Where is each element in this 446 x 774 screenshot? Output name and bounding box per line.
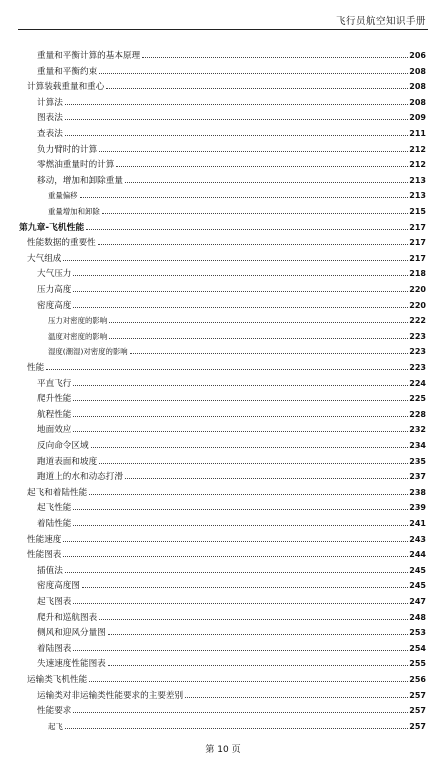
- toc-entry[interactable]: [37, 565, 426, 577]
- toc-page-number: 243: [409, 534, 426, 544]
- toc-leader-dots: [82, 586, 408, 588]
- toc-leader-dots: [125, 477, 408, 479]
- toc-leader-dots: [73, 649, 408, 651]
- toc-entry-title: 爬升性能: [37, 394, 72, 405]
- toc-leader-dots: [106, 87, 408, 89]
- toc-entry[interactable]: [37, 658, 426, 670]
- toc-leader-dots: [73, 290, 408, 292]
- toc-leader-dots: [91, 446, 409, 448]
- toc-entry[interactable]: [37, 471, 426, 483]
- toc-entry-title: 压力对密度的影响: [48, 316, 108, 326]
- toc-entry-title: 插值法: [37, 565, 63, 576]
- toc-entry[interactable]: [48, 346, 426, 357]
- header-rule: [18, 29, 428, 30]
- toc-page-number: 247: [409, 597, 426, 606]
- toc-page-number: 218: [409, 269, 426, 279]
- toc-entry-title: 密度高度: [37, 300, 72, 311]
- toc-leader-dots: [73, 399, 408, 401]
- toc-entry-title: 查表法: [37, 129, 63, 139]
- toc-leader-dots: [99, 618, 408, 620]
- toc-entry[interactable]: [37, 112, 426, 124]
- toc-entry[interactable]: [37, 424, 426, 436]
- toc-page-number: 223: [409, 331, 426, 341]
- toc-entry-title: 温度对密度的影响: [48, 331, 108, 341]
- toc-entry-title: 性能: [27, 363, 45, 373]
- toc-entry[interactable]: [37, 378, 426, 390]
- toc-entry[interactable]: [37, 518, 426, 530]
- toc-leader-dots: [89, 493, 408, 495]
- toc-page-number: 239: [409, 503, 426, 513]
- toc-page-number: 245: [409, 581, 426, 591]
- toc-entry[interactable]: [48, 721, 426, 732]
- toc-entry-title: 平直飞行: [37, 378, 72, 389]
- toc-leader-dots: [73, 306, 408, 308]
- toc-entry-title: 第九章-飞机性能: [19, 222, 85, 233]
- toc-entry-title: 移动，增加和卸除重量: [37, 175, 123, 186]
- toc-entry-title: 重量和平衡约束: [37, 66, 98, 77]
- toc-entry[interactable]: [27, 674, 426, 686]
- toc-page-number: 228: [409, 409, 426, 419]
- toc-entry[interactable]: [48, 331, 426, 342]
- toc-page-number: 222: [409, 316, 426, 326]
- toc-entry-title: 失速速度性能图表: [37, 659, 106, 670]
- toc-entry[interactable]: [37, 612, 426, 624]
- toc-entry[interactable]: [37, 440, 426, 452]
- toc-page-number: 220: [409, 300, 426, 310]
- toc-entry-title: 运输类对非运输类性能要求的主要差别: [37, 690, 184, 701]
- toc-entry[interactable]: [37, 393, 426, 405]
- toc-entry-title: 运输类飞机性能: [27, 675, 88, 685]
- toc-page-number: 223: [409, 347, 426, 357]
- toc-entry-title: 地面效应: [37, 425, 72, 436]
- toc-leader-dots: [73, 524, 408, 526]
- toc-leader-dots: [65, 727, 409, 729]
- toc-leader-dots: [73, 415, 408, 417]
- toc-entry[interactable]: [48, 190, 426, 201]
- toc-page-number: 224: [409, 378, 426, 388]
- toc-page-number: 211: [409, 129, 426, 138]
- toc-page-number: 256: [409, 675, 426, 684]
- toc-leader-dots: [99, 462, 408, 464]
- toc-entry-title: 起飞性能: [37, 503, 72, 514]
- toc-entry[interactable]: [37, 159, 426, 171]
- toc-entry[interactable]: [37, 596, 426, 608]
- toc-page-number: 253: [409, 628, 426, 638]
- toc-entry[interactable]: [27, 253, 426, 265]
- toc-leader-dots: [185, 696, 408, 698]
- toc-entry-title: 重量偏移: [48, 191, 78, 201]
- toc-leader-dots: [73, 430, 408, 432]
- toc-page-number: 206: [409, 51, 426, 60]
- toc-leader-dots: [63, 540, 408, 542]
- toc-page-number: 257: [409, 721, 426, 731]
- toc-page-number: 234: [409, 441, 426, 450]
- toc-leader-dots: [98, 243, 409, 245]
- toc-leader-dots: [102, 212, 409, 214]
- toc-leader-dots: [130, 352, 409, 354]
- toc-page-number: 225: [409, 394, 426, 404]
- toc-page-number: 220: [409, 285, 426, 294]
- toc-entry-title: 湿度(潮湿)对密度的影响: [48, 347, 128, 357]
- toc-leader-dots: [73, 274, 408, 276]
- toc-entry[interactable]: [37, 627, 426, 639]
- toc-leader-dots: [73, 711, 408, 713]
- toc-entry-title: 重量和平衡计算的基本原理: [37, 51, 141, 61]
- toc-page-number: 208: [409, 66, 426, 76]
- toc-entry[interactable]: [37, 456, 426, 468]
- toc-page-number: 254: [409, 643, 426, 653]
- toc-page-number: 213: [409, 175, 426, 185]
- toc-leader-dots: [109, 337, 408, 339]
- toc-leader-dots: [65, 571, 409, 573]
- toc-page-number: 212: [409, 160, 426, 170]
- toc-entry-title: 着陆图表: [37, 643, 72, 654]
- toc-leader-dots: [108, 633, 409, 635]
- toc-entry-title: 侧风和迎风分量图: [37, 628, 106, 639]
- toc-entry[interactable]: [27, 534, 426, 546]
- toc-leader-dots: [108, 664, 409, 666]
- toc-leader-dots: [65, 103, 409, 105]
- toc-entry[interactable]: [37, 300, 426, 312]
- toc-entry[interactable]: [48, 315, 426, 326]
- toc-page-number: 244: [409, 550, 426, 560]
- toc-leader-dots: [63, 259, 408, 261]
- toc-page-number: 208: [409, 97, 426, 107]
- toc-entry[interactable]: [48, 206, 426, 217]
- toc-page-number: 217: [409, 222, 426, 232]
- toc-entry-title: 计算法: [37, 97, 63, 108]
- toc-entry-title: 起飞图表: [37, 597, 72, 607]
- toc-entry-title: 大气压力: [37, 269, 72, 280]
- toc-leader-dots: [73, 602, 408, 604]
- toc-entry[interactable]: [37, 409, 426, 421]
- page-number: 第 10 页: [205, 745, 241, 755]
- toc-entry[interactable]: [37, 144, 426, 156]
- toc-chapter-row[interactable]: [19, 222, 426, 234]
- toc-entry[interactable]: [37, 175, 426, 187]
- toc-page-number: 223: [409, 363, 426, 372]
- page-header: [0, 0, 446, 31]
- toc-entry[interactable]: [27, 487, 426, 499]
- toc-page-number: 248: [409, 612, 426, 622]
- toc-leader-dots: [46, 368, 408, 370]
- toc-page-number: 235: [409, 456, 426, 466]
- toc-leader-dots: [73, 508, 408, 510]
- toc-leader-dots: [80, 196, 409, 198]
- toc-leader-dots: [99, 150, 408, 152]
- toc-leader-dots: [125, 181, 408, 183]
- toc-entry[interactable]: [27, 81, 426, 93]
- toc-entry[interactable]: [37, 268, 426, 280]
- toc-entry-title: 负力臂时的计算: [37, 144, 98, 155]
- toc-page-number: 238: [409, 487, 426, 497]
- toc-entry[interactable]: [37, 66, 426, 78]
- toc-page-number: 208: [409, 82, 426, 92]
- toc-entry[interactable]: [37, 97, 426, 109]
- toc-entry[interactable]: [37, 643, 426, 655]
- toc-leader-dots: [109, 321, 408, 323]
- toc-entry-title: 图表法: [37, 113, 63, 124]
- toc-entry-title: 性能要求: [37, 706, 72, 717]
- toc-leader-dots: [89, 680, 408, 682]
- toc-entry[interactable]: [37, 128, 426, 140]
- toc-entry[interactable]: [37, 50, 426, 62]
- header-title: 飞行员航空知识手册: [335, 16, 426, 27]
- toc-page-number: 217: [409, 238, 426, 248]
- toc-entry[interactable]: [37, 705, 426, 717]
- toc-leader-dots: [65, 118, 409, 120]
- toc-page-number: 237: [409, 472, 426, 482]
- toc-page-number: 232: [409, 425, 426, 435]
- toc-page-number: 257: [409, 690, 426, 700]
- toc-entry-title: 爬升和巡航图表: [37, 612, 98, 623]
- toc-entry-title: 着陆性能: [37, 519, 72, 529]
- toc-entry-title: 重量增加和卸除: [48, 207, 100, 216]
- toc-entry-title: 压力高度: [37, 285, 72, 295]
- toc-leader-dots: [65, 134, 409, 136]
- toc-entry-title: 跑道表面和坡度: [37, 456, 98, 467]
- toc-leader-dots: [116, 165, 408, 167]
- toc-page-number: 245: [409, 565, 426, 575]
- toc-entry-title: 起飞: [48, 721, 63, 731]
- toc-entry[interactable]: [27, 549, 426, 561]
- toc-page-number: 212: [409, 144, 426, 154]
- toc-entry[interactable]: [37, 284, 426, 296]
- toc-leader-dots: [63, 555, 408, 557]
- toc-leader-dots: [73, 384, 408, 386]
- toc-entry[interactable]: [37, 690, 426, 702]
- toc-entry-title: 性能图表: [27, 550, 62, 561]
- toc-page-number: 255: [409, 659, 426, 669]
- toc-entry-title: 零燃油重量时的计算: [37, 160, 115, 171]
- toc-entry-title: 跑道上的水和动态打滑: [37, 472, 123, 483]
- toc-page-number: 213: [409, 191, 426, 201]
- toc-page-number: 217: [409, 253, 426, 263]
- toc-page-number: 257: [409, 706, 426, 716]
- toc-entry-title: 性能数据的重要性: [27, 238, 96, 249]
- toc-leader-dots: [142, 56, 408, 58]
- toc-page-number: 215: [409, 207, 426, 216]
- toc-page-number: 241: [409, 519, 426, 528]
- toc-entry-title: 起飞和着陆性能: [27, 487, 88, 498]
- toc-entry[interactable]: [37, 580, 426, 592]
- toc-entry-title: 大气组成: [27, 253, 62, 264]
- toc-entry[interactable]: [37, 502, 426, 514]
- toc-entry-title: 性能速度: [27, 534, 62, 545]
- toc-entry-title: 反向命令区域: [37, 441, 89, 451]
- toc-leader-dots: [99, 72, 408, 74]
- toc-entry[interactable]: [27, 237, 426, 249]
- toc-page-number: 209: [409, 113, 426, 123]
- toc-entry[interactable]: [27, 362, 426, 374]
- toc-entry-title: 计算装载重量和重心: [27, 82, 105, 93]
- toc-leader-dots: [86, 228, 408, 230]
- toc-entry-title: 航程性能: [37, 409, 72, 420]
- toc-entry-title: 密度高度图: [37, 581, 80, 592]
